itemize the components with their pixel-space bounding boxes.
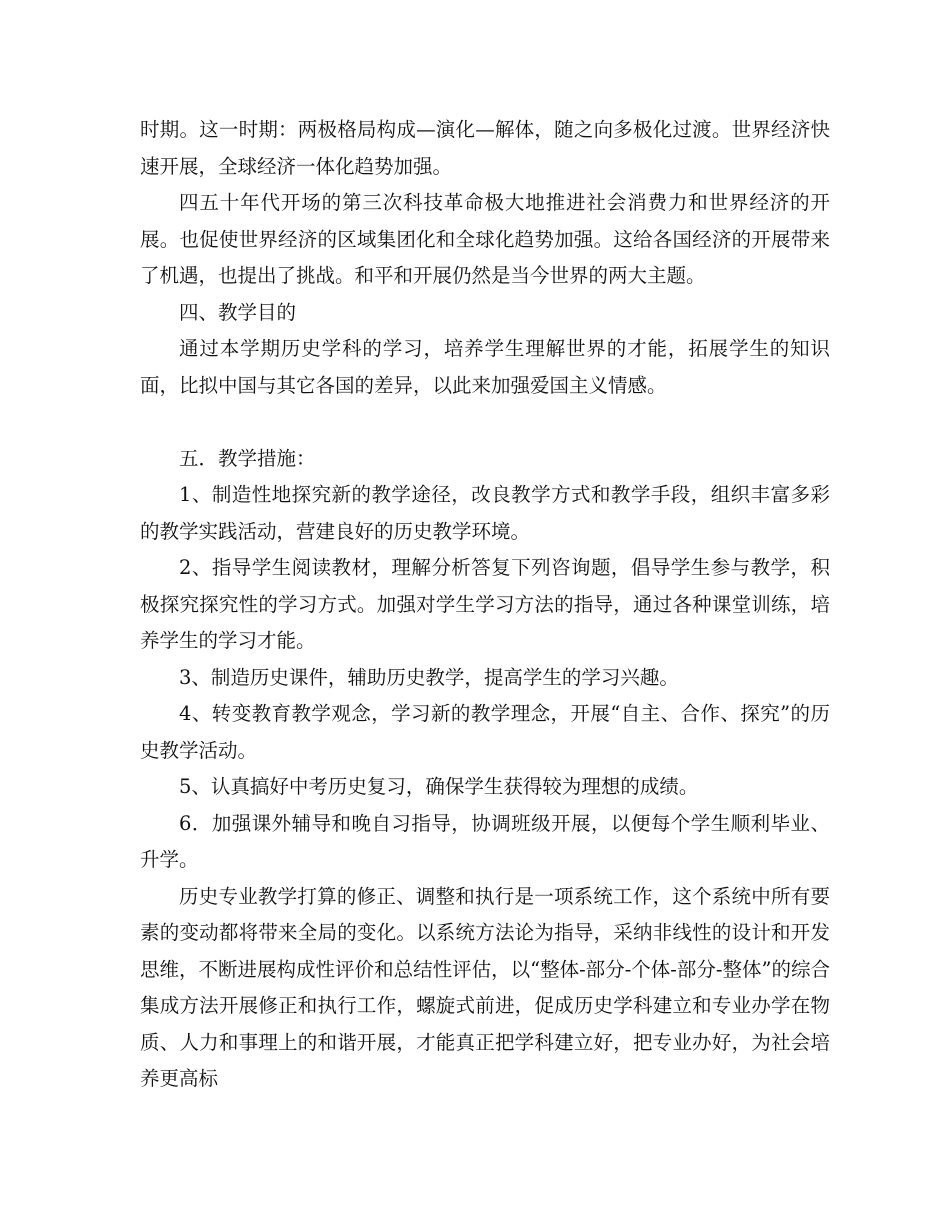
heading-teaching-goal: 四、教学目的 [179,300,297,324]
document-body [140,112,830,1098]
heading-teaching-measures: 五．教学措施： [179,446,316,470]
paragraph-period-summary: 时期。这一时期：两极格局构成—演化—解体，随之向多极化过渡。世界经济快速开展，全球经济一体化趋势加强。 [140,118,830,178]
measure-item-6: 6．加强课外辅导和晚自习指导，协调班级开展，以便每个学生顺利毕业、升学。 [140,811,830,871]
paragraph-system-work: 历史专业教学打算的修正、调整和执行是一项系统工作，这个系统中所有要素的变动都将带来全局的变化。以系统方法论为指导，采纳非线性的设计和开发思维，不断进展构成性评价和总结性评估，以“整体-部分-个体-部分-整体”的综合集成方法开展修正和执行工作，螺旋式前进，促成历史学科建立和专业办学在物质、人力和事理上的和谐开展，才能真正把学科建立好，把专业办好，为社会培养更高标 [140,884,830,1090]
measure-item-3: 3、制造历史课件，辅助历史教学，提高学生的学习兴趣。 [179,665,679,689]
measure-item-1: 1、制造性地探究新的教学途径，改良教学方式和教学手段，组织丰富多彩的教学实践活动，营建良好的历史教学环境。 [140,483,830,543]
paragraph-tech-revolution: 四五十年代开场的第三次科技革命极大地推进社会消费力和世界经济的开展。也促使世界经济的区域集团化和全球化趋势加强。这给各国经济的开展带来了机遇，也提出了挑战。和平和开展仍然是当今世界的两大主题。 [140,191,830,287]
blank-line [140,404,830,441]
measure-item-2: 2、指导学生阅读教材，理解分析答复下列咨询题，倡导学生参与教学，积极探究探究性的学习方式。加强对学生学习方法的指导，通过各种课堂训练，培养学生的学习才能。 [140,556,830,652]
measure-item-4: 4、转变教育教学观念，学习新的教学理念，开展“自主、合作、探究”的历史教学活动。 [140,702,830,762]
paragraph-teaching-goal: 通过本学期历史学科的学习，培养学生理解世界的才能，拓展学生的知识面，比拟中国与其它各国的差异，以此来加强爱国主义情感。 [140,337,830,397]
measure-item-5: 5、认真搞好中考历史复习，确保学生获得较为理想的成绩。 [179,775,699,798]
